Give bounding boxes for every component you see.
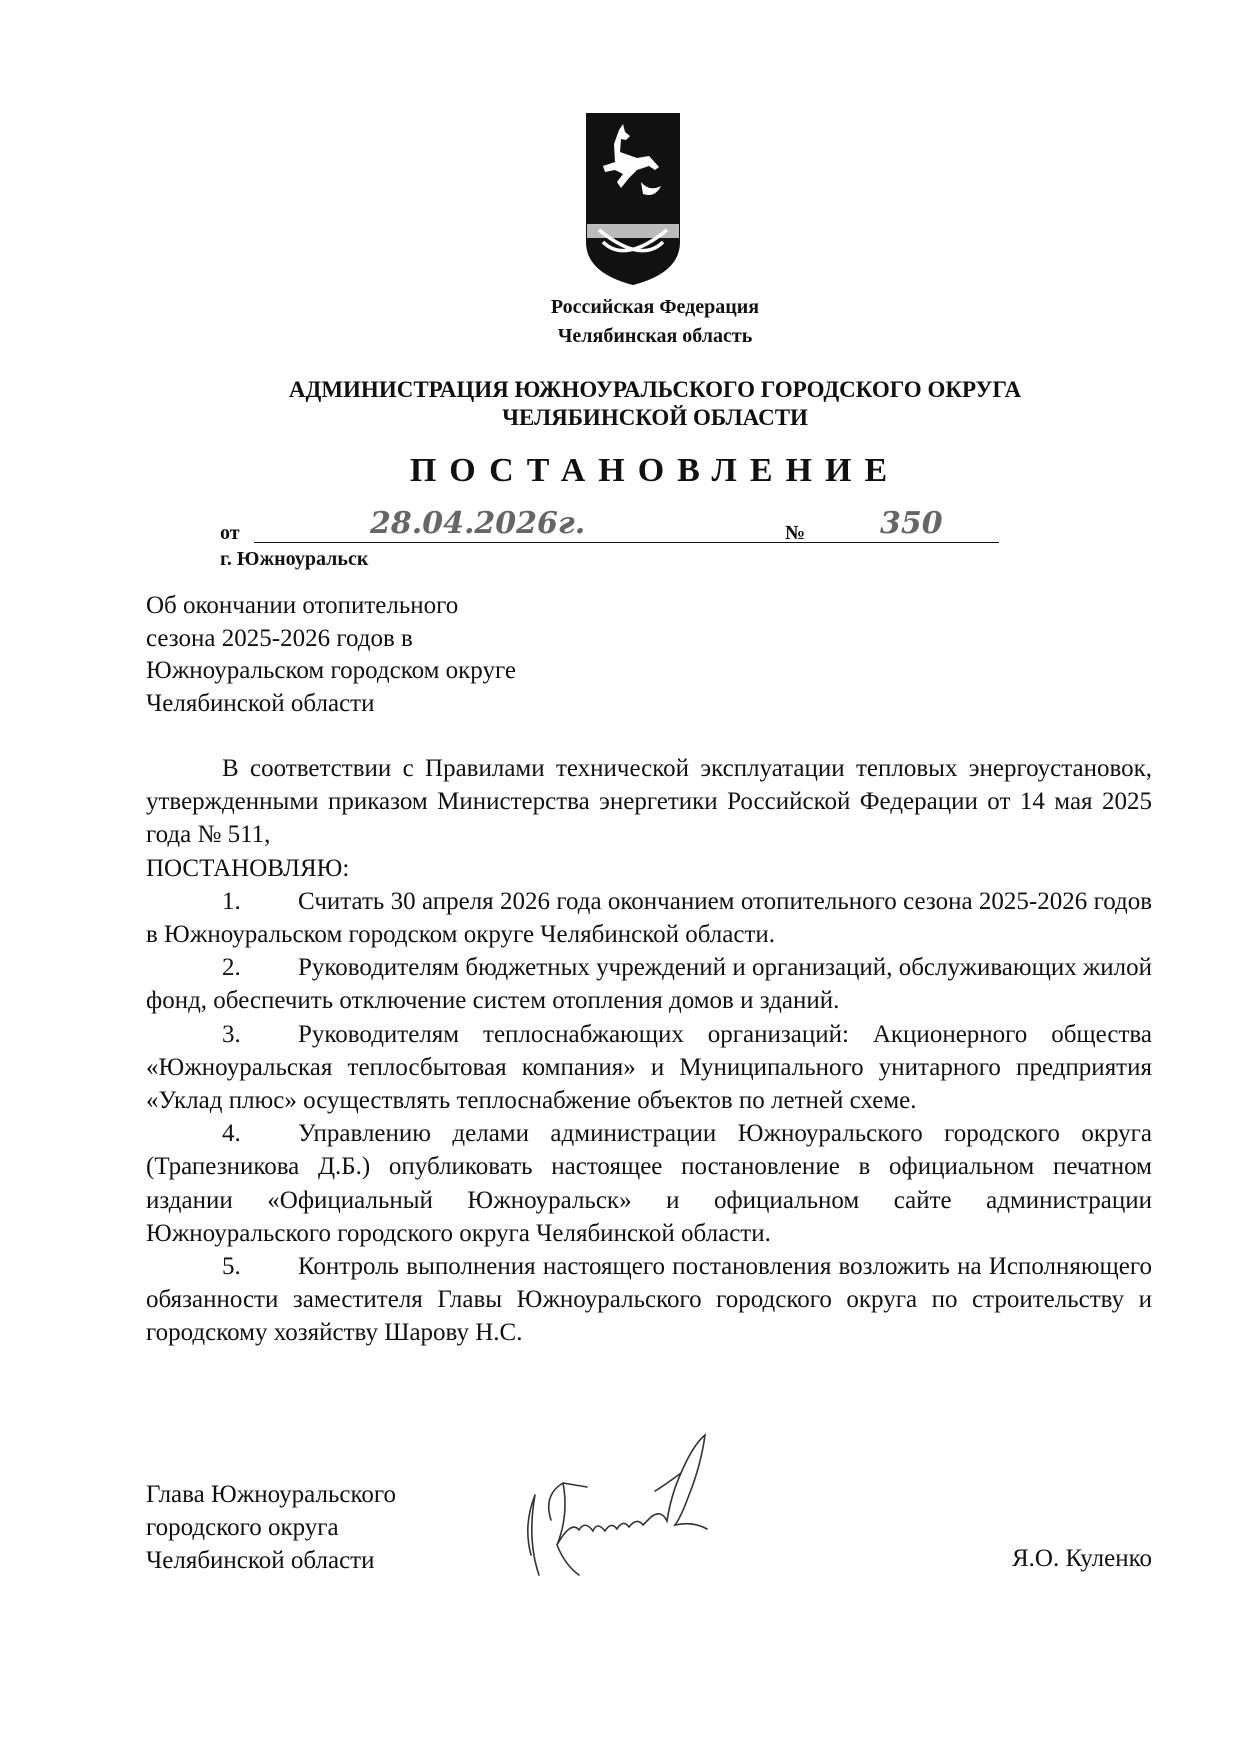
position-line: Глава Южноуральского [146,1481,396,1508]
document-type-title: ПОСТАНОВЛЕНИЕ [409,452,901,489]
document-subject [146,590,516,720]
authority-name-line2: ЧЕЛЯБИНСКОЙ ОБЛАСТИ [502,405,808,430]
signatory-position [146,1478,396,1577]
list-item [146,1117,1152,1250]
list-item [146,885,1152,951]
date-underline [254,542,999,543]
item-number: 2. [222,954,241,982]
item-number: 3. [222,1020,241,1048]
item-text: Руководителям теплоснабжающих организаций: Акционерного общества «Южноуральская теплосбытовая компания» и Муниципального унитарного предприятия «Уклад плюс» осуществлять теплоснабжение объектов по летней схеме. [146,1020,1152,1115]
country-name: Российская Федерация [550,296,760,318]
item-text: Считать 30 апреля 2026 года окончанием отопительного сезона 2025-2026 годов в Южноуральском городском округе Челябинской области. [146,887,1152,949]
document-body [146,752,1152,1350]
region-name: Челябинская область [557,325,753,347]
item-text: Контроль выполнения настоящего постановления возложить на Исполняющего обязанности заместителя Главы Южноуральского городского округа по строительству и городскому хозяйству Шарову Н.С. [146,1253,1152,1347]
handwritten-signature [505,1425,765,1600]
item-text: Управлению делами администрации Южноуральского городского округа (Трапезникова Д.Б.) опубликовать настоящее постановление в официальном печатном издании «Официальный Южноуральск» и официальном сайте администрации Южноуральского городского округа Челябинской области. [146,1120,1152,1247]
coat-of-arms-emblem [585,112,681,286]
position-line: Челябинской области [146,1547,375,1574]
position-line: городского округа [146,1514,339,1541]
authority-name-line1: АДМИНИСТРАЦИЯ ЮЖНОУРАЛЬСКОГО ГОРОДСКОГО ОКРУГА [288,377,1022,402]
subject-line: Об окончании отопительного [146,592,459,619]
preamble-paragraph: В соответствии с Правилами технической эксплуатации тепловых энергоустановок, утвержденными приказом Министерства энергетики Российской Федерации от 14 мая 2025 года № 511, [146,755,1152,849]
city-name: г. Южноуральск [220,548,369,570]
list-item [146,1250,1152,1350]
item-text: Руководителям бюджетных учреждений и организаций, обслуживающих жилой фонд, обеспечить отключение систем отопления домов и зданий. [146,954,1152,1015]
subject-line: Южноуральском городском округе [146,657,516,684]
decree-word: ПОСТАНОВЛЯЮ: [146,854,350,882]
item-number: 1. [222,887,241,915]
list-item [146,951,1152,1017]
number-label: № [785,522,806,544]
item-number: 5. [222,1253,241,1281]
subject-line: Челябинской области [146,689,375,717]
handwritten-number: 350 [880,506,943,541]
item-number: 4. [222,1120,241,1148]
handwritten-date: 28.04.2026г. [370,506,586,541]
subject-line: сезона 2025-2026 годов в [146,624,413,652]
signatory-name: Я.О. Куленко [1011,1545,1152,1572]
date-label: от [220,522,240,544]
date-number-line [220,506,1060,547]
list-item [146,1018,1152,1118]
